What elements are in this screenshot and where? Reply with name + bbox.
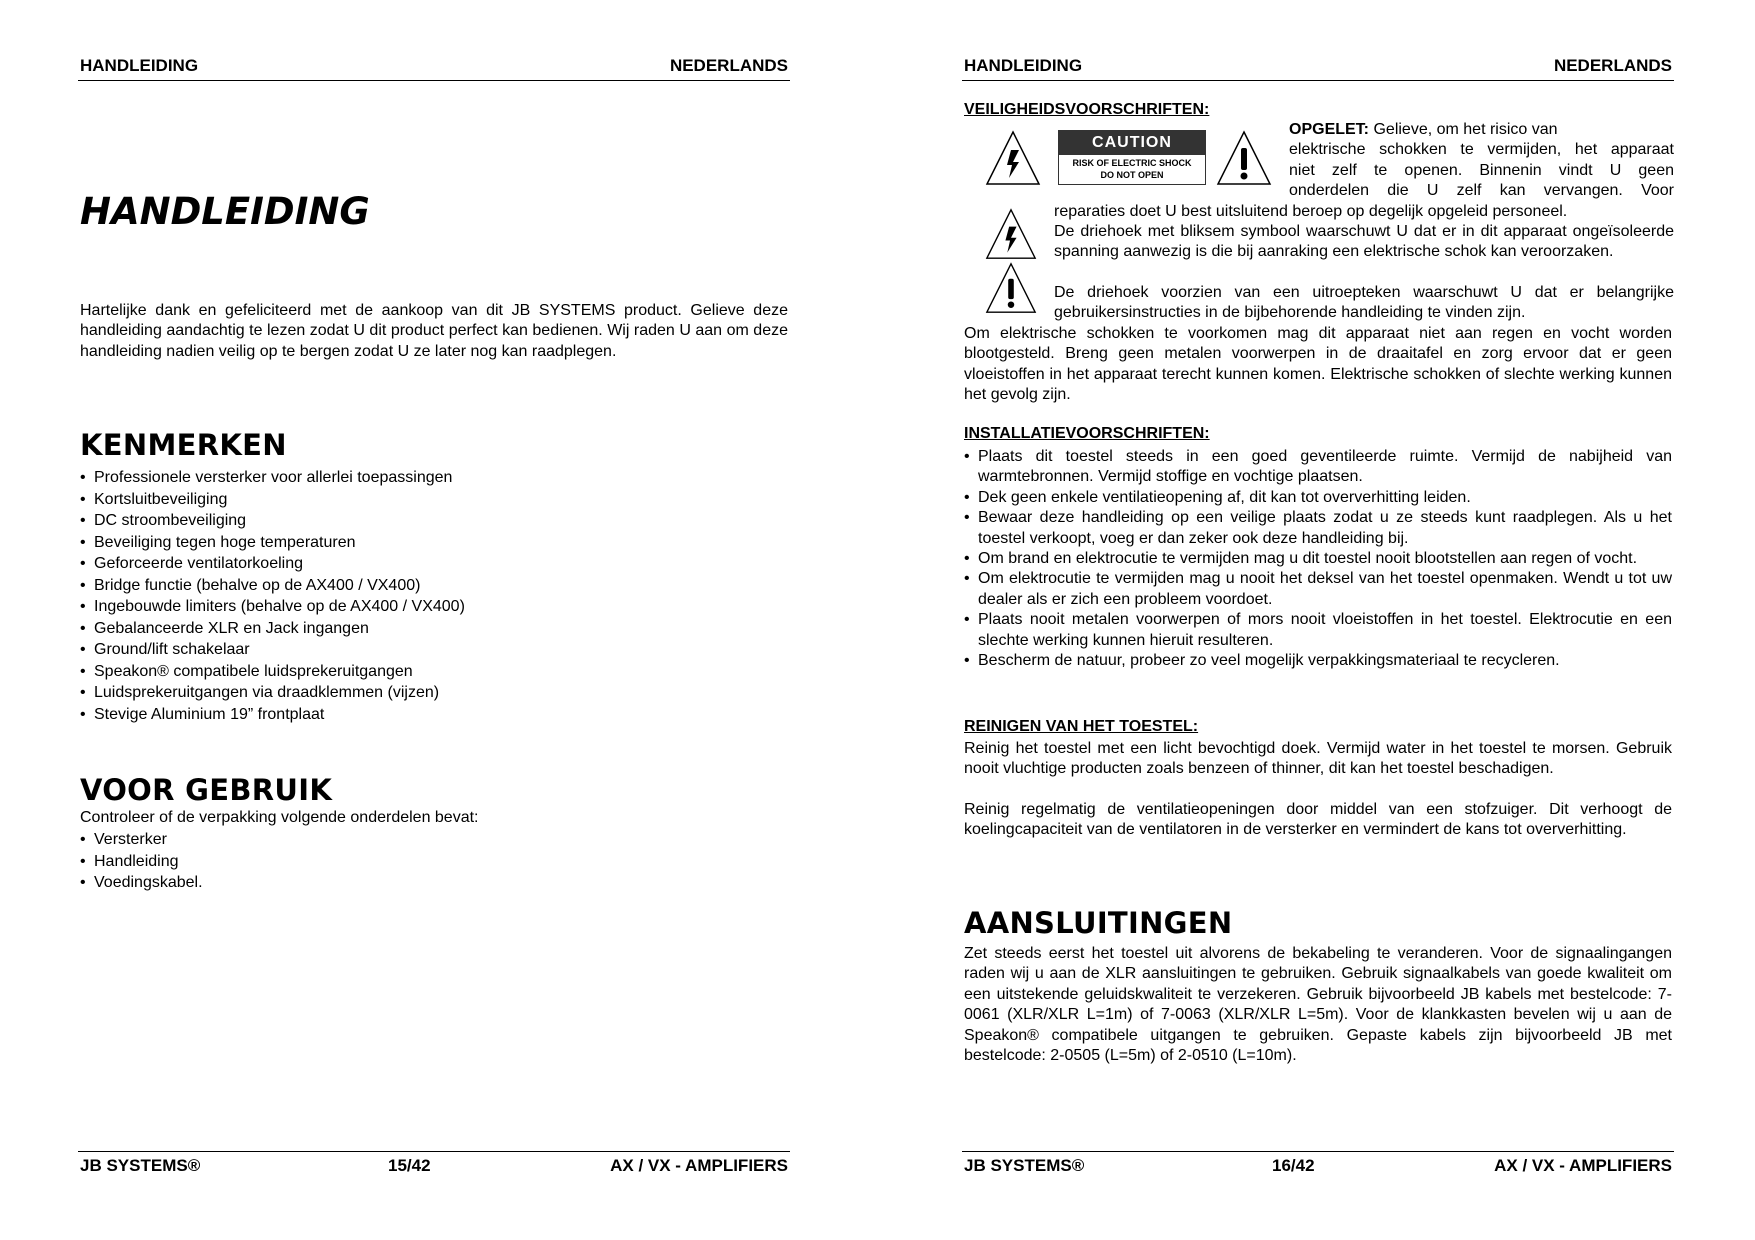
footer-page-number: 16/42: [1272, 1156, 1315, 1175]
caution-title: CAUTION: [1058, 130, 1206, 155]
list-item: • Versterker: [80, 829, 788, 851]
page-title: HANDLEIDING: [80, 190, 370, 233]
list-item: • Bewaar deze handleiding op een veilige plaats zodat u ze steeds kunt raadplegen. Als u het toestel verkoopt, voeg er dan zeker ook deze handleiding bij.: [964, 508, 1672, 549]
list-item: • Bridge functie (behalve op de AX400 / VX400): [80, 575, 788, 597]
cleaning-paragraph-2: Reinig regelmatig de ventilatieopeningen door middel van een stofzuiger. Dit verhoogt de koelingcapaciteit van de ventilatoren in de versterker en vermindert de kans tot oververhitting.: [964, 801, 1672, 839]
opgelet-line-4: onderdelen die U zelf kan vervangen. Voor: [1289, 182, 1674, 200]
list-item: • Professionele versterker voor allerlei toepassingen: [80, 467, 788, 489]
connections-paragraph: Zet steeds eerst het toestel uit alvorens de bekabeling te veranderen. Voor de signaalingangen raden wij u aan de XLR aansluitingen te gebruiken. Gebruik signaalkabels van goede kwaliteit om een uitstekende geluidskwaliteit te verzekeren. Gebruik bijvoorbeeld JB kabels met bestelcode: 7-0061 (XLR/XLR L=1m) of 7-0063 (XLR/XLR L=5m). Voor de klankkasten bevelen wij u aan de Speakon® compatibele uitgangen te gebruiken. Gepaste kabels zijn bijvoorbeeld JB met bestelcode: 2-0505 (L=5m) of 2-0510 (L=10m).: [964, 945, 1672, 1065]
cleaning-paragraph-1: Reinig het toestel met een licht bevochtigd doek. Vermijd water in het toestel te morsen. Gebruik nooit vluchtige producten zoals benzeen of thinner, dit kan het toestel beschadigen.: [964, 740, 1672, 778]
list-item: • Bescherm de natuur, probeer zo veel mogelijk verpakkingsmateriaal te recycleren.: [964, 651, 1672, 671]
page-header: [962, 56, 1674, 81]
list-item: • Handleiding: [80, 851, 788, 873]
exclamation-explanation: De driehoek voorzien van een uitroepteken waarschuwt U dat er belangrijke gebruikersinstructies in de bijbehorende handleiding te vinden zijn.: [1054, 284, 1674, 322]
list-item: • Plaats dit toestel steeds in een goed geventileerde ruimte. Vermijd de nabijheid van warmtebronnen. Vermijd stoffige en vochtige plaatsen.: [964, 447, 1672, 488]
list-item: • Stevige Aluminium 19” frontplaat: [80, 704, 788, 726]
footer-page-number: 15/42: [388, 1156, 431, 1175]
list-item: • Voedingskabel.: [80, 872, 788, 894]
features-heading: KENMERKEN: [80, 428, 287, 462]
page-right: [962, 0, 1674, 1240]
page-header: [78, 56, 790, 81]
header-title: HANDLEIDING: [80, 56, 199, 75]
lightning-warning-icon: [985, 130, 1041, 186]
list-item: • Ingebouwde limiters (behalve op de AX400 / VX400): [80, 596, 788, 618]
before-use-heading: VOOR GEBRUIK: [80, 773, 333, 807]
safety-paragraph: Om elektrische schokken te voorkomen mag dit apparaat niet aan regen en vocht worden blootgesteld. Breng geen metalen voorwerpen in de draaitafel en zorg ervoor dat er geen vloeistoffen in het apparaat terecht kunnen komen. Elektrische schokken of slechte werking kunnen het gevolg zijn.: [964, 325, 1672, 404]
exclamation-warning-icon: [985, 262, 1037, 314]
cleaning-heading: REINIGEN VAN HET TOESTEL:: [964, 718, 1199, 735]
header-language: NEDERLANDS: [1553, 56, 1672, 75]
opgelet-label: OPGELET:: [1289, 121, 1370, 138]
exclamation-warning-icon: [1216, 130, 1272, 186]
installation-heading: INSTALLATIEVOORSCHRIFTEN:: [964, 425, 1210, 442]
footer-brand: JB SYSTEMS®: [964, 1156, 1085, 1175]
list-item: • Om brand en elektrocutie te vermijden mag u dit toestel nooit blootstellen aan regen of vocht.: [964, 549, 1672, 569]
opgelet-line-3: niet zelf te openen. Binnenin vindt U geen: [1289, 161, 1674, 179]
footer-product: AX / VX - AMPLIFIERS: [1494, 1156, 1672, 1175]
footer-product: AX / VX - AMPLIFIERS: [610, 1156, 788, 1175]
caution-subtext-1: RISK OF ELECTRIC SHOCK: [1072, 158, 1192, 168]
caution-subtext-2: DO NOT OPEN: [1100, 170, 1164, 180]
list-item: • Kortsluitbeveiliging: [80, 489, 788, 511]
opgelet-line-2: elektrische schokken te vermijden, het apparaat: [1289, 141, 1674, 159]
page-left: [78, 0, 790, 1240]
header-language: NEDERLANDS: [669, 56, 788, 75]
list-item: • Gebalanceerde XLR en Jack ingangen: [80, 618, 788, 640]
list-item: • Luidsprekeruitgangen via draadklemmen (vijzen): [80, 682, 788, 704]
before-use-list: [80, 829, 788, 894]
page-footer: [78, 1151, 790, 1175]
list-item: • Dek geen enkele ventilatieopening af, dit kan tot oververhitting leiden.: [964, 488, 1672, 508]
list-item: • Plaats nooit metalen voorwerpen of mors nooit vloeistoffen in het toestel. Elektrocutie en een slechte werking kunnen hieruit resulteren.: [964, 610, 1672, 651]
footer-brand: JB SYSTEMS®: [80, 1156, 201, 1175]
before-use-intro: Controleer of de verpakking volgende onderdelen bevat:: [80, 809, 479, 826]
list-item: • Ground/lift schakelaar: [80, 639, 788, 661]
page-footer: [962, 1151, 1674, 1175]
safety-heading: VEILIGHEIDSVOORSCHRIFTEN:: [964, 101, 1210, 118]
opgelet-block: [1289, 120, 1674, 202]
lightning-explanation: De driehoek met bliksem symbool waarschuwt U dat er in dit apparaat ongeïsoleerde spanning aanwezig is die bij aanraking een elektrische schok kan veroorzaken.: [1054, 223, 1674, 261]
list-item: • Om elektrocutie te vermijden mag u nooit het deksel van het toestel openmaken. Wendt u tot uw dealer als er zich een probleem voordoet.: [964, 569, 1672, 610]
list-item: • Speakon® compatibele luidsprekeruitgangen: [80, 661, 788, 683]
installation-list: [964, 447, 1672, 671]
opgelet-line-1: Gelieve, om het risico van: [1373, 121, 1558, 138]
features-list: [80, 467, 788, 725]
opgelet-continuation: reparaties doet U best uitsluitend beroep op degelijk opgeleid personeel.: [1054, 203, 1568, 220]
list-item: • DC stroombeveiliging: [80, 510, 788, 532]
intro-paragraph: Hartelijke dank en gefeliciteerd met de aankoop van dit JB SYSTEMS product. Gelieve deze handleiding aandachtig te lezen zodat U dit product perfect kan bedienen. Wij raden U aan om deze handleiding nadien veilig op te bergen zodat U ze later nog kan raadplegen.: [80, 302, 788, 360]
list-item: • Geforceerde ventilatorkoeling: [80, 553, 788, 575]
header-title: HANDLEIDING: [964, 56, 1083, 75]
list-item: • Beveiliging tegen hoge temperaturen: [80, 532, 788, 554]
lightning-warning-icon: [985, 208, 1037, 260]
connections-heading: AANSLUITINGEN: [964, 906, 1233, 940]
caution-label: [1058, 130, 1206, 186]
